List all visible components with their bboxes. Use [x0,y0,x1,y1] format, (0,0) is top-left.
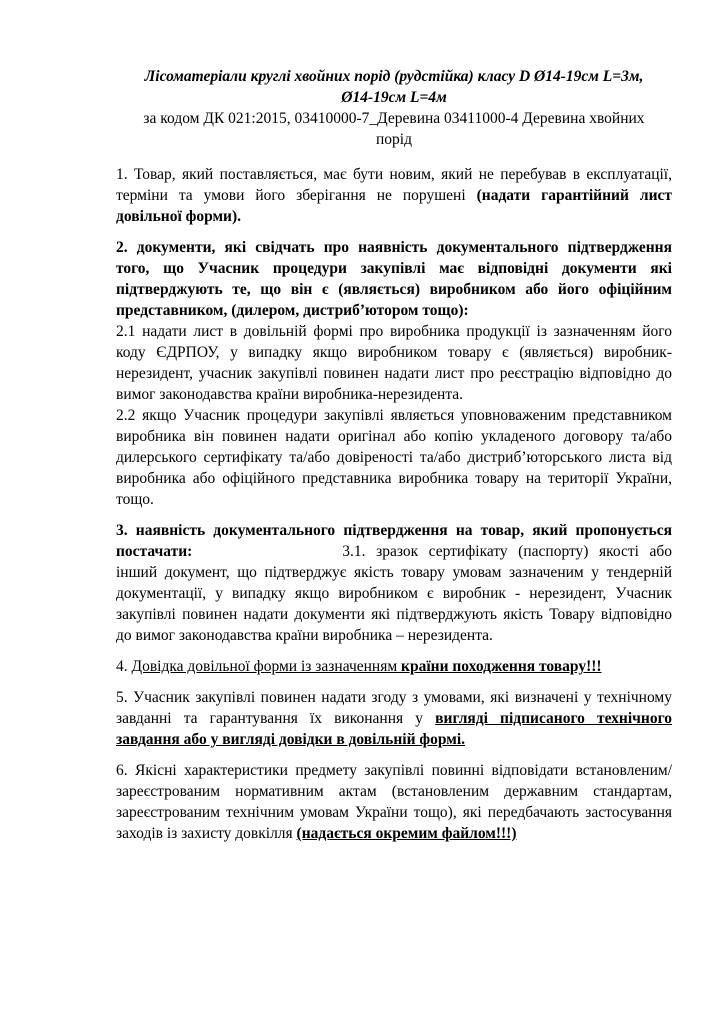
section-3-heading: 3. наявність документального підтвердження на товар, який пропонується постачати: [116,522,672,560]
section-3 [116,520,672,646]
document-subtitle [116,108,672,150]
section-2-heading: 2. документи, які свідчать про наявність документального підтвердження того, що Учасник процедури закупівлі має відповідні документи які підтверджують те, що він є (являється) виробником або його офіційним представником, (дилером, дистриб’ютором тощо): [116,239,672,319]
section-6-bold: (надається окремим файлом!!!) [296,825,517,842]
section-1 [116,164,672,227]
section-2-1: 2.1 надати лист в довільній формі про виробника продукції із зазначенням його коду ЄДРПОУ, у випадку якщо виробником товару є (являється) виробник-нерезидент, учасник закупівлі повинен надати лист про реєстрацію відповідно до вимог законодавства країни виробника-нерезидента. [116,323,672,403]
document-title [116,66,672,108]
section-6-text: 6. Якісні характеристики предмету закупівлі повинні відповідати встановленим/зареєстрованим нормативним актам (встановленим державним стандартам, зареєстрованим технічним умовам України тощо), які передбачають застосування заходів із захисту довкілля [116,762,672,842]
section-5-bold: вигляді підписаного технічного завдання або у вигляді довідки в довільній формі. [116,710,672,748]
section-3-text: 3.1. зразок сертифікату (паспорту) якості або інший документ, що підтверджує якість товару умовам зазначеним у тендерній документації, у випадку якщо виробником є виробник - нерезидент, Учасник закупівлі повинен надати документи які підтверджують якість Товару відповідно до вимог законодавства країни виробника – нерезидента. [116,543,672,644]
title-line-2: Ø14-19см L=4м [341,89,447,106]
section-1-text: 1. Товар, який поставляється, має бути новим, який не перебував в експлуатації, терміни та умови його зберігання не порушені [116,166,672,204]
section-5 [116,687,672,750]
section-4 [116,656,672,677]
section-4-bold: країни походження товару!!! [401,658,602,675]
subtitle-line-2: порід [376,131,412,148]
section-2 [116,237,672,510]
section-4-text: Довідка довільної форми із зазначенням [131,658,402,675]
section-5-text: 5. Учасник закупівлі повинен надати згоду з умовами, які визначені у технічному завданні та гарантування їх виконання у [116,689,672,727]
section-6 [116,760,672,844]
section-4-underlined [132,658,602,675]
section-4-num: 4. [116,658,132,675]
section-1-bold: (надати гарантійний лист довільної форми). [116,187,672,225]
section-2-2: 2.2 якщо Учасник процедури закупівлі являється уповноваженим представником виробника він повинен надати оригінал або копію укладеного договору та/або дилерського сертифікату та/або довіреності та/або дистриб’юторського листа від виробника або офіційного представника виробника товару на території України, тощо. [116,407,672,508]
title-line-1: Лісоматеріали круглі хвойних порід (рудстійка) класу D Ø14-19см L=3м, [144,68,644,85]
subtitle-line-1: за кодом ДК 021:2015, 03410000-7_Деревина 03411000-4 Деревина хвойних [143,110,645,127]
